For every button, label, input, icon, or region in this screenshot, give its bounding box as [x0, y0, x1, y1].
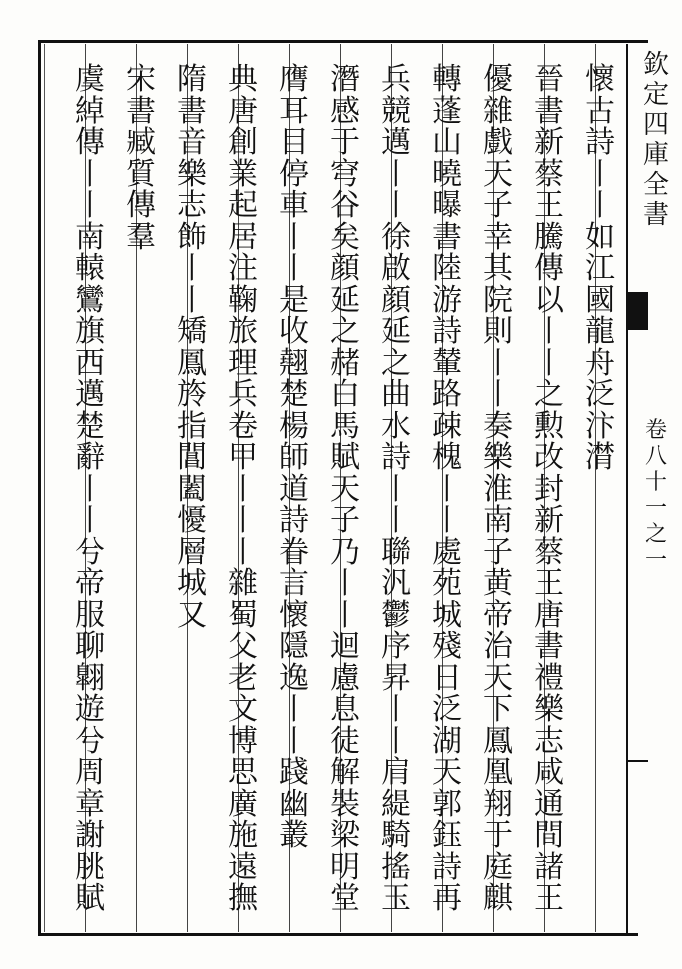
text-column-11: 虞 綽 傳 丨 丨 南 轅 鸞 旗 西 邁 楚 辭 丨 丨 兮 帝 服 聊 翺 遊 兮 周 章 謝 朓 賦: [75, 62, 105, 916]
page-border-top: [38, 40, 648, 43]
text-column-3: 優 雜 戲 天 子 幸 其 院 則 丨 丨 奏 樂 淮 南 子 黄 帝 治 天 下 鳳 凰 翔 于 庭 麒: [483, 62, 513, 916]
page-inner-rule: [44, 44, 45, 932]
text-column-4: 轉 蓬 山 曉 曝 書 陸 游 詩 輦 路 疎 槐 丨 丨 處 苑 城 殘 日 泛 湖 天 郭 鈺 詩 再: [432, 62, 462, 916]
margin-chapter-label: 卷八十一之一: [644, 418, 667, 573]
text-column-10: 宋 書 臧 質 傳 羣: [126, 62, 156, 255]
page-border-left: [38, 40, 41, 935]
text-column-7: 膺 耳 目 停 車 丨 丨 是 收 翹 楚 楊 師 道 詩 眷 言 懷 隱 逸 丨 丨 踐 幽 叢: [279, 62, 309, 853]
text-column-1: 懷 古 詩 丨 丨 如 江 國 龍 舟 泛 汴 潸: [585, 62, 615, 475]
text-column-2: 晉 書 新 蔡 王 騰 傳 以 丨 丨 之 勲 改 封 新 蔡 王 唐 書 禮 樂 志 咸 通 間 諸 王: [534, 62, 564, 916]
fold-tick: [628, 760, 648, 762]
page-border-bottom: [38, 933, 638, 936]
fore-edge-rule: [626, 44, 628, 934]
text-column-8: 典 唐 創 業 起 居 注 鞠 旅 理 兵 卷 甲 丨 丨 丨 雜 蜀 父 老 文 博 思 廣 施 遠 撫: [228, 62, 258, 916]
margin-book-title: 欽定四庫全書: [642, 50, 669, 230]
text-column-5: 兵 競 邁 丨 丨 徐 啟 顔 延 之 曲 水 詩 丨 丨 聯 汎 鬱 序 昇 丨 丨 肩 緹 騎 搖 玉: [381, 62, 411, 916]
text-column-6: 潛 感 于 穹 谷 矣 顔 延 之 赭 白 馬 賦 天 子 乃 丨 丨 迴 慮 息 徒 解 裝 梁 明 堂: [330, 62, 360, 916]
fold-marker: [626, 292, 648, 330]
text-column-9: 隋 書 音 樂 志 飾 丨 丨 矯 鳳 旍 指 閶 闔 懮 層 城 又: [177, 62, 207, 633]
